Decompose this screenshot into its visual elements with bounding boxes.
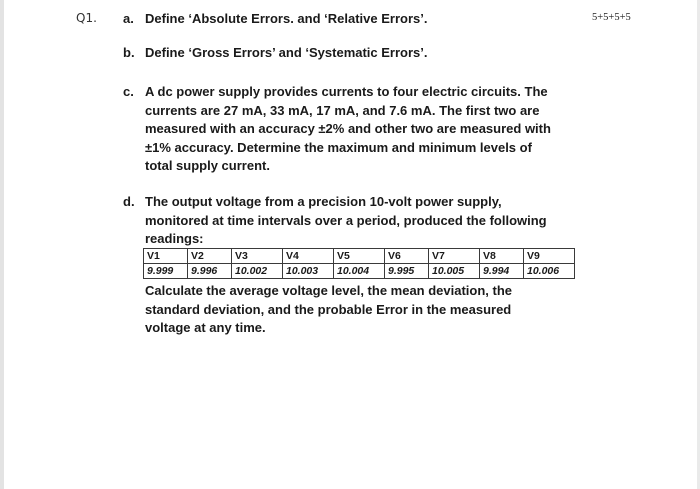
value-cell: 10.006 — [524, 264, 575, 279]
part-a-label: a. — [123, 11, 134, 26]
left-page-edge — [0, 0, 4, 489]
header-cell: V6 — [385, 249, 429, 264]
question-number: Q1. — [76, 11, 97, 25]
header-cell: V1 — [144, 249, 188, 264]
part-c-line: currents are 27 mA, 33 mA, 17 mA, and 7.6 mA. The first two are — [145, 102, 540, 118]
part-d-question — [145, 282, 585, 339]
value-cell: 10.005 — [429, 264, 480, 279]
readings-header-row — [144, 249, 575, 264]
part-c-line: ±1% accuracy. Determine the maximum and minimum levels of — [145, 139, 532, 155]
part-b — [123, 44, 593, 63]
value-cell: 9.994 — [480, 264, 524, 279]
part-d-line: monitored at time intervals over a period, produced the following — [145, 212, 547, 228]
part-a — [123, 10, 593, 29]
value-cell: 9.995 — [385, 264, 429, 279]
header-cell: V3 — [232, 249, 283, 264]
part-c-line: measured with an accuracy ±2% and other two are measured with — [145, 121, 551, 137]
value-cell: 9.999 — [144, 264, 188, 279]
part-a-text: Define ‘Absolute Errors. and ‘Relative Errors’. — [145, 11, 428, 26]
header-cell: V5 — [334, 249, 385, 264]
readings-table — [143, 248, 575, 279]
part-d-line: The output voltage from a precision 10-volt power supply, — [145, 194, 502, 209]
part-c — [123, 83, 593, 178]
part-d-intro — [145, 193, 585, 249]
part-c-line: A dc power supply provides currents to four electric circuits. The — [145, 84, 548, 99]
value-cell: 10.002 — [232, 264, 283, 279]
part-d-line: readings: — [145, 231, 204, 247]
part-d-line: Calculate the average voltage level, the mean deviation, the — [145, 283, 513, 298]
header-cell: V9 — [524, 249, 575, 264]
part-b-text: Define ‘Gross Errors’ and ‘Systematic Errors’. — [145, 45, 428, 60]
part-d-line: voltage at any time. — [145, 320, 266, 336]
part-c-text — [145, 83, 585, 176]
part-d-line: standard deviation, and the probable Error in the measured — [145, 301, 512, 317]
value-cell: 10.004 — [334, 264, 385, 279]
header-cell: V4 — [283, 249, 334, 264]
header-cell: V8 — [480, 249, 524, 264]
header-cell: V7 — [429, 249, 480, 264]
part-d-label: d. — [123, 194, 135, 209]
readings-value-row — [144, 264, 575, 279]
part-c-label: c. — [123, 84, 134, 99]
marks-allocation: 5+5+5+5 — [592, 12, 631, 23]
value-cell: 9.996 — [188, 264, 232, 279]
part-c-line: total supply current. — [145, 158, 270, 174]
header-cell: V2 — [188, 249, 232, 264]
part-d — [123, 193, 593, 250]
part-b-label: b. — [123, 45, 135, 60]
value-cell: 10.003 — [283, 264, 334, 279]
